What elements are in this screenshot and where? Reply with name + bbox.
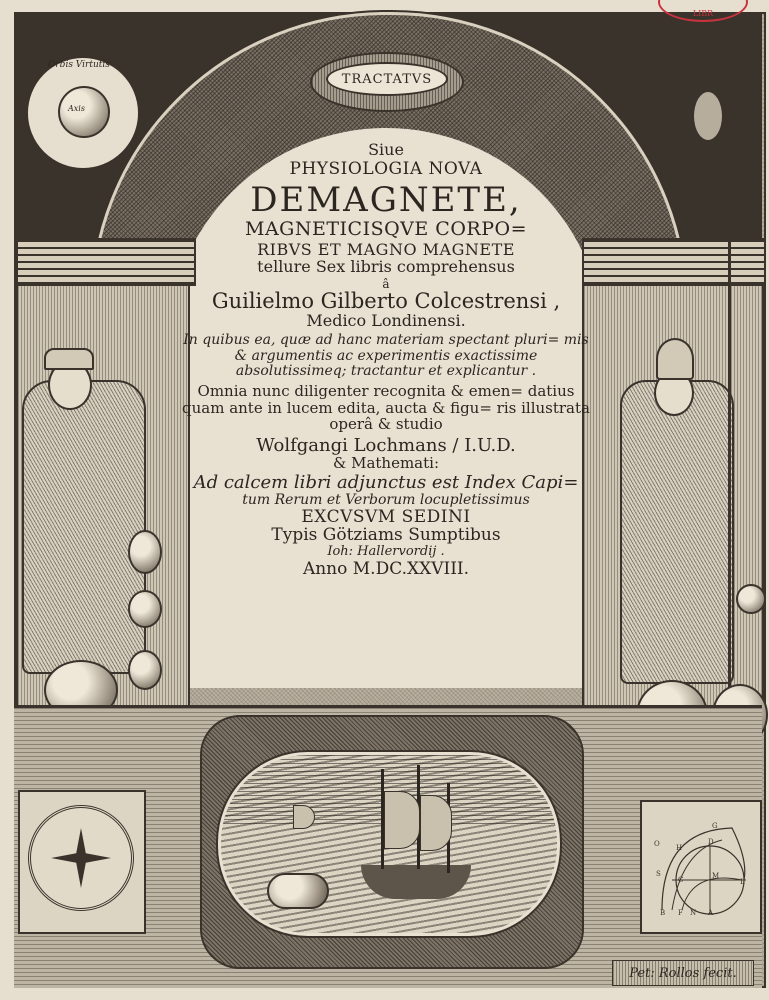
svg-text:N: N xyxy=(690,909,697,916)
revision-note: Omnia nunc diligenter recognita & emen= datius quam ante in lucem edita, aucta & figu= ris illustrata operâ & studio xyxy=(182,382,590,434)
orb-virtutis-diagram xyxy=(26,56,140,170)
lodestone-icon xyxy=(128,590,162,628)
ship-sail xyxy=(384,791,420,849)
tractatus-cartouche xyxy=(310,52,464,112)
lodestone-icon xyxy=(128,530,162,574)
orb-label: Orbis Virtutis xyxy=(48,60,110,70)
hanging-lodestone-icon xyxy=(692,90,724,142)
cartouche-text: TRACTATVS xyxy=(326,62,448,96)
ship-icon xyxy=(361,865,471,899)
editor-name: Wolfgangi Lochmans / I.U.D. xyxy=(256,434,516,456)
small-globe-icon xyxy=(736,584,766,614)
svg-text:C: C xyxy=(678,876,684,884)
compass-star-icon xyxy=(51,828,111,888)
preposition-a: â xyxy=(382,276,390,291)
main-title: DEMAGNETE, xyxy=(250,179,522,220)
compass-rose-icon xyxy=(28,805,134,911)
svg-text:F: F xyxy=(678,909,683,916)
index-note-cont: tum Rerum et Verborum locupletissimus xyxy=(242,491,530,508)
title-text-block xyxy=(168,140,604,578)
subtitle-tellure: tellure Sex libris comprehensus xyxy=(257,257,515,277)
subtitle-line-2: RIBVS ET MAGNO MAGNETE xyxy=(257,240,515,260)
author-name: Guilielmo Gilberto Colcestrensi , xyxy=(211,289,561,314)
svg-text:A: A xyxy=(708,909,714,916)
index-note: Ad calcem libri adjunctus est Index Capi= xyxy=(193,471,579,493)
svg-text:G: G xyxy=(712,822,718,830)
geometry-diagram-icon xyxy=(652,820,748,916)
svg-text:M: M xyxy=(712,872,720,880)
subtitle-physiologia: PHYSIOLOGIA NOVA xyxy=(289,158,483,179)
halberd-icon xyxy=(728,190,731,720)
imprint-printer: Typis Götziams Sumptibus xyxy=(271,525,501,546)
svg-text:O: O xyxy=(654,840,660,848)
svg-text:S: S xyxy=(656,870,661,878)
scholar-cap xyxy=(44,348,94,370)
lodestone-icon xyxy=(128,650,162,690)
sailor-figure xyxy=(620,380,734,684)
author-title: Medico Londinensi. xyxy=(306,310,466,330)
svg-text:B: B xyxy=(660,909,666,916)
scholar-figure xyxy=(22,380,146,674)
right-capital xyxy=(582,238,766,286)
engraver-signature: Pet: Rollos fecit. xyxy=(612,960,754,986)
subtitle-line-1: MAGNETICISQVE CORPO= xyxy=(245,218,527,241)
seascape-vignette xyxy=(218,752,560,936)
distant-ship-icon xyxy=(293,805,315,829)
svg-text:H: H xyxy=(676,844,683,852)
sailor-hat xyxy=(656,338,694,380)
svg-text:L: L xyxy=(740,878,745,886)
axis-label: Axis xyxy=(68,104,85,113)
stamp-text: LIBR xyxy=(692,9,714,18)
imprint-place: EXCVSVM SEDINI xyxy=(301,507,471,528)
floating-terrella-icon xyxy=(267,873,329,909)
ship-sail xyxy=(420,795,452,851)
imprint-publisher: Ioh: Hallervordij . xyxy=(327,543,445,559)
editor-title: & Mathemati: xyxy=(332,453,440,472)
imprint-year: Anno M.DC.XXVIII. xyxy=(302,558,470,579)
svg-text:D: D xyxy=(708,838,714,846)
description-italic: In quibus ea, quæ ad hanc materiam spectant pluri= mis & argumentis ac experimentis exactissime absolutissimeq; tractantur et explicantur . xyxy=(183,332,589,380)
subtitle-siue: Siue xyxy=(368,140,404,159)
